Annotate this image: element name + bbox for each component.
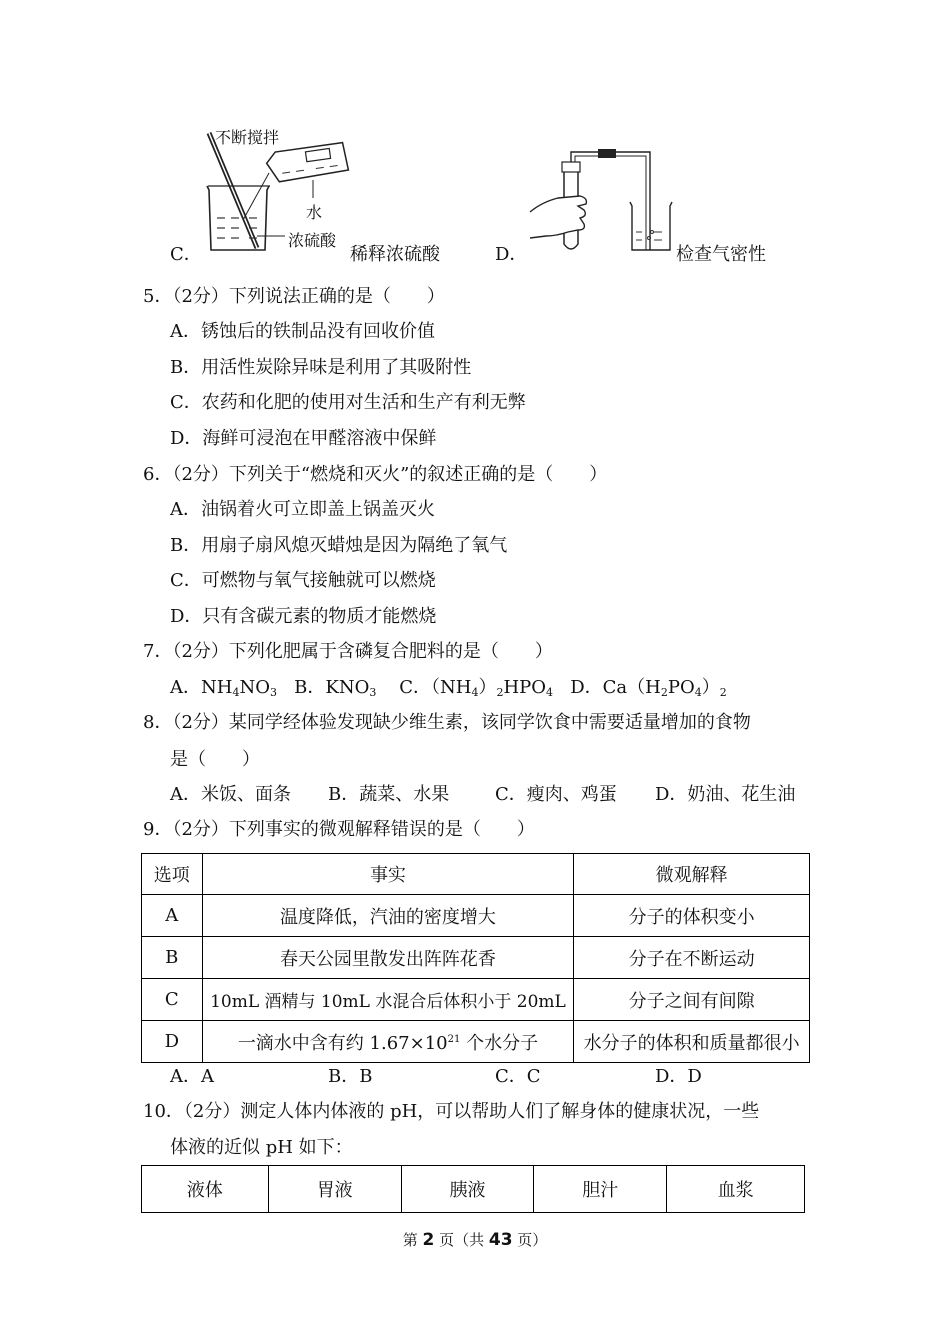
q4-option-d-caption: 检查气密性: [676, 244, 766, 265]
table-row: [142, 895, 810, 937]
table-row: [142, 937, 810, 979]
header-option: 选项: [142, 854, 203, 895]
q8-option-c: C．瘦肉、鸡蛋: [495, 784, 617, 805]
q5-option-a: A．锈蚀后的铁制品没有回收价值: [170, 321, 435, 342]
q5-option-b: B．用活性炭除异味是利用了其吸附性: [170, 357, 472, 378]
row-option: D: [142, 1021, 203, 1063]
label-water: 水: [306, 203, 323, 222]
row-option: A: [142, 895, 203, 937]
header-gastric-juice: 胃液: [268, 1166, 401, 1213]
water-beaker: [630, 202, 672, 250]
q5-stem: 5．（2分）下列说法正确的是（ ）: [143, 286, 445, 307]
q8-option-a: A．米饭、面条: [170, 784, 291, 805]
page-total: 43: [488, 1230, 513, 1250]
label-stir: 不断搅拌: [215, 128, 280, 147]
q9-option-a: A．A: [170, 1066, 214, 1087]
q6-option-c: C．可燃物与氧气接触就可以燃烧: [170, 570, 436, 591]
header-bile: 胆汁: [534, 1166, 667, 1213]
q7-option-d: D．$Ca(H_2PO_4)_2$: [570, 677, 727, 699]
page-footer: 第 2 页（共 43 页）: [402, 1230, 548, 1250]
q5-option-d: D．海鲜可浸泡在甲醛溶液中保鲜: [170, 428, 437, 449]
q7-option-a: A．$NH_4NO_3$: [170, 677, 277, 699]
q9-option-c: C．C: [495, 1066, 541, 1087]
q9-option-d: D．D: [655, 1066, 702, 1087]
q8-stem-line1: 8．（2分）某同学经体验发现缺少维生素，该同学饮食中需要适量增加的食物: [143, 712, 751, 733]
header-pancreatic-juice: 胰液: [401, 1166, 534, 1213]
table-row: [142, 1021, 810, 1063]
table-header-row: [142, 1166, 805, 1213]
q7-options: [170, 677, 727, 704]
q6-stem: 6．（2分）下列关于“燃烧和灭火”的叙述正确的是（ ）: [143, 464, 608, 485]
q4-option-c-caption: 稀释浓硫酸: [350, 244, 440, 265]
row-explanation: 水分子的体积和质量都很小: [574, 1021, 810, 1063]
q9-option-b: B．B: [328, 1066, 373, 1087]
q5-option-c: C．农药和化肥的使用对生活和生产有利无弊: [170, 392, 526, 413]
row-fact: 一滴水中含有约 $1.67\times 10^{21}$ 个水分子: [202, 1021, 574, 1063]
q8-stem-line2: 是（ ）: [170, 749, 260, 770]
water-bottle: [265, 142, 348, 183]
q9-stem: 9．（2分）下列事实的微观解释错误的是（ ）: [143, 819, 535, 840]
header-fact: 事实: [202, 854, 574, 895]
page-number: 2: [422, 1230, 435, 1250]
q10-table: [141, 1165, 805, 1213]
row-option: C: [142, 979, 203, 1021]
q4-option-c-letter: C．: [170, 244, 202, 265]
table-row: [142, 979, 810, 1021]
q8-option-d: D．奶油、花生油: [655, 784, 796, 805]
row-fact: 春天公园里散发出阵阵花香: [202, 937, 574, 979]
q7-stem: 7．（2分）下列化肥属于含磷复合肥料的是（ ）: [143, 641, 553, 662]
q6-option-a: A．油锅着火可立即盖上锅盖灭火: [170, 499, 435, 520]
q4-option-d-letter: D．: [495, 244, 528, 265]
row-fact: 10mL 酒精与 10mL 水混合后体积小于 20mL: [202, 979, 574, 1021]
header-explanation: 微观解释: [574, 854, 810, 895]
row-explanation: 分子在不断运动: [574, 937, 810, 979]
q6-option-b: B．用扇子扇风熄灭蜡烛是因为隔绝了氧气: [170, 535, 508, 556]
q10-stem-line1: 10．（2分）测定人体内体液的 pH，可以帮助人们了解身体的健康状况，一些: [143, 1101, 760, 1122]
table-header-row: [142, 854, 810, 895]
header-plasma: 血浆: [667, 1166, 805, 1213]
header-liquid: 液体: [142, 1166, 269, 1213]
rubber-connector: [598, 149, 616, 158]
row-fact: 温度降低，汽油的密度增大: [202, 895, 574, 937]
q8-option-b: B．蔬菜、水果: [328, 784, 450, 805]
label-acid: 浓硫酸: [288, 231, 337, 250]
airtightness-figure: [528, 140, 678, 260]
q7-option-c: C．$(NH_4)_2HPO_4$: [399, 677, 554, 699]
q9-table: [141, 853, 810, 1063]
q10-stem-line2: 体液的近似 pH 如下：: [170, 1137, 353, 1158]
q7-option-b: B．$KNO_3$: [294, 677, 377, 699]
q6-option-d: D．只有含碳元素的物质才能燃烧: [170, 606, 437, 627]
water-stream: [243, 173, 269, 220]
row-explanation: 分子的体积变小: [574, 895, 810, 937]
row-option: B: [142, 937, 203, 979]
row-explanation: 分子之间有间隙: [574, 979, 810, 1021]
